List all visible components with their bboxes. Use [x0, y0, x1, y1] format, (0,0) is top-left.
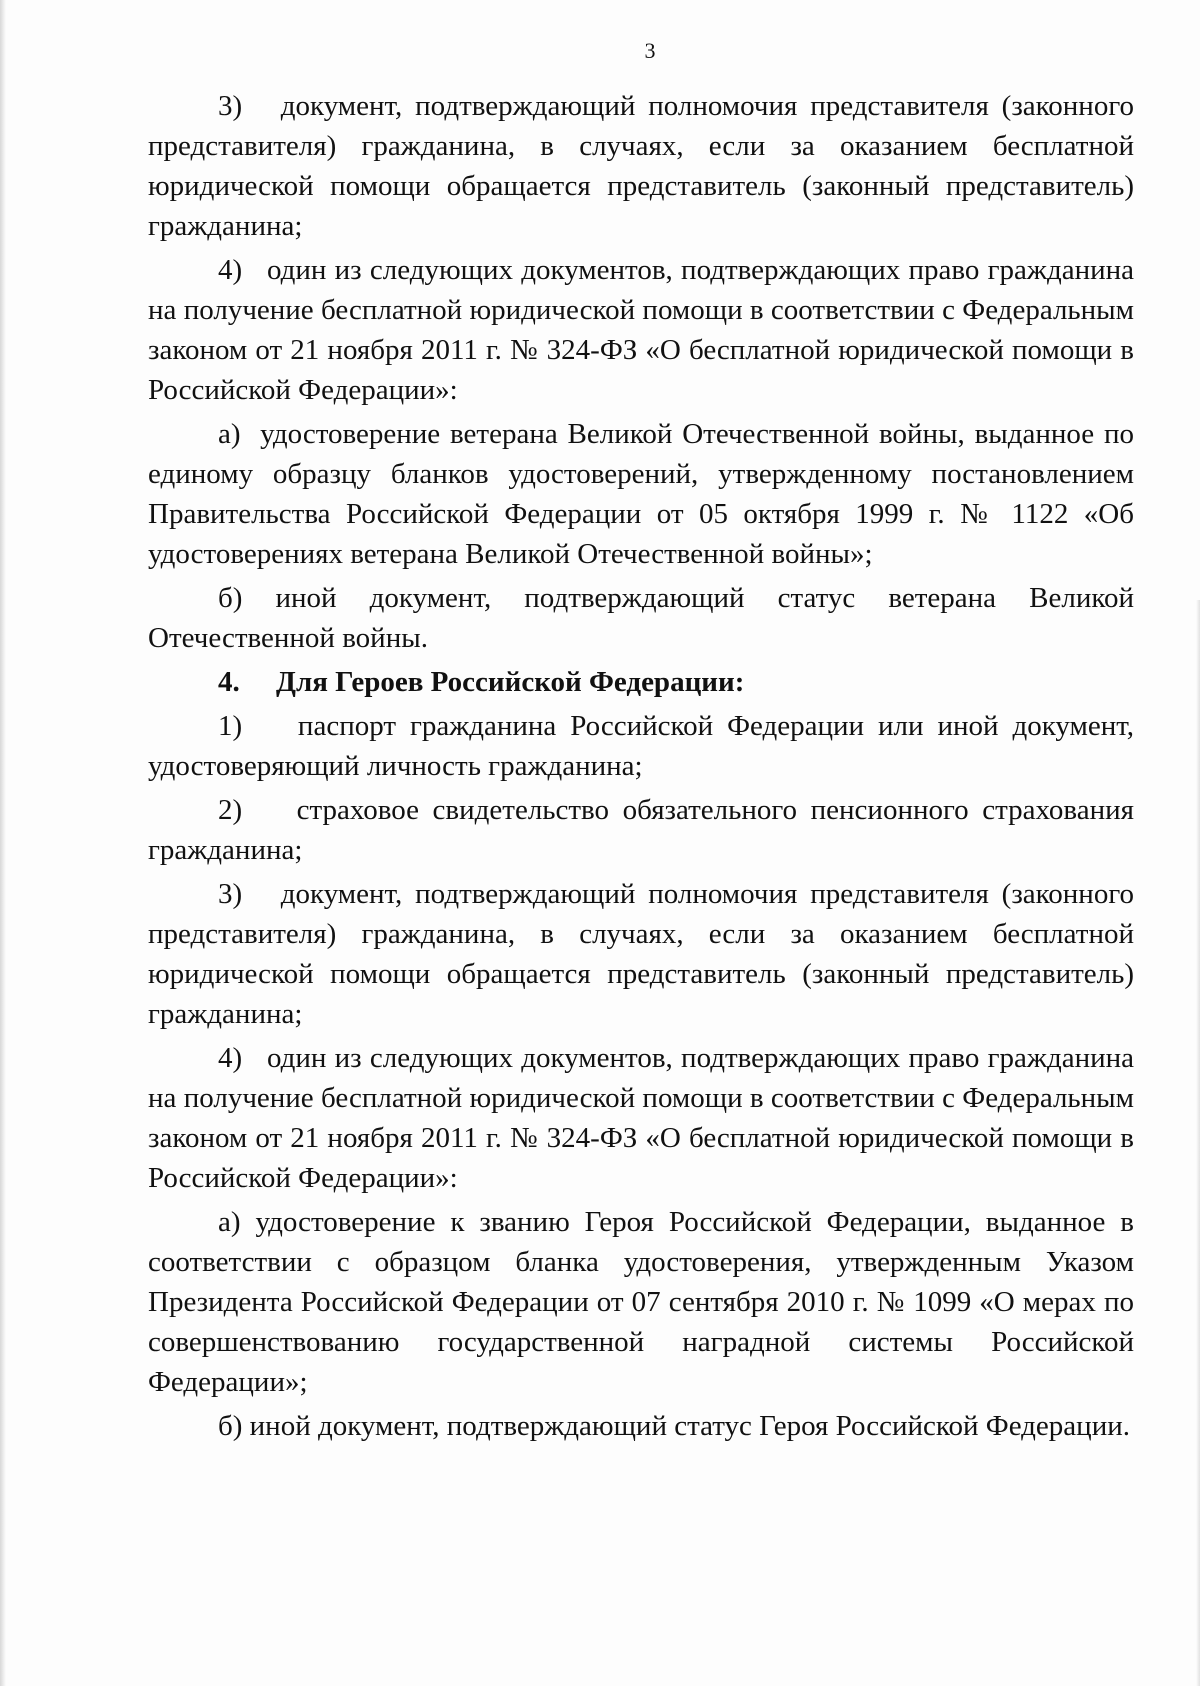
- paragraph-subitem-a-veteran-certificate: а) удостоверение ветерана Великой Отечественной войны, выданное по единому образцу бланков удостоверений, утвержденному постановлением Правительства Российской Федерации от 05 октября 1999 г. № 1122 «Об удостоверениях ветерана Великой Отечественной войны»;: [148, 418, 1134, 570]
- paragraph-item-1-passport: 1) паспорт гражданина Российской Федерации или иной документ, удостоверяющий личность гражданина;: [148, 710, 1134, 782]
- paragraph-subitem-b-hero-other: б) иной документ, подтверждающий статус Героя Российской Федерации.: [218, 1410, 1130, 1442]
- paragraph-item-3-representative-heroes: 3) документ, подтверждающий полномочия представителя (законного представителя) гражданина, в случаях, если за оказанием бесплатной юридической помощи обращается представитель (законный представитель) гражданина;: [148, 878, 1134, 1030]
- scan-edge-right: [1196, 600, 1200, 1686]
- section-heading-heroes: 4. Для Героев Российской Федерации:: [218, 666, 745, 698]
- paragraph-item-3-representative: 3) документ, подтверждающий полномочия представителя (законного представителя) гражданина, в случаях, если за оказанием бесплатной юридической помощи обращается представитель (законный представитель) гражданина;: [148, 90, 1134, 242]
- paragraph-item-4-documents-heroes: 4) один из следующих документов, подтверждающих право гражданина на получение бесплатной юридической помощи в соответствии с Федеральным законом от 21 ноября 2011 г. № 324-ФЗ «О бесплатной юридической помощи в Российской Федерации»:: [148, 1042, 1134, 1194]
- paragraph-item-4-documents: 4) один из следующих документов, подтверждающих право гражданина на получение бесплатной юридической помощи в соответствии с Федеральным законом от 21 ноября 2011 г. № 324-ФЗ «О бесплатной юридической помощи в Российской Федерации»:: [148, 254, 1134, 406]
- document-body: [148, 86, 1134, 1450]
- page-number: 3: [644, 38, 656, 63]
- scan-edge-left: [0, 0, 6, 1686]
- paragraph-subitem-b-veteran-other: б) иной документ, подтверждающий статус ветерана Великой Отечественной войны.: [148, 582, 1134, 654]
- paragraph-subitem-a-hero-certificate: а) удостоверение к званию Героя Российской Федерации, выданное в соответствии с образцом бланка удостоверения, утвержденным Указом Президента Российской Федерации от 07 сентября 2010 г. № 1099 «О мерах по совершенствованию государственной наградной системы Российской Федерации»;: [148, 1206, 1134, 1398]
- paragraph-item-2-insurance: 2) страховое свидетельство обязательного пенсионного страхования гражданина;: [148, 794, 1134, 866]
